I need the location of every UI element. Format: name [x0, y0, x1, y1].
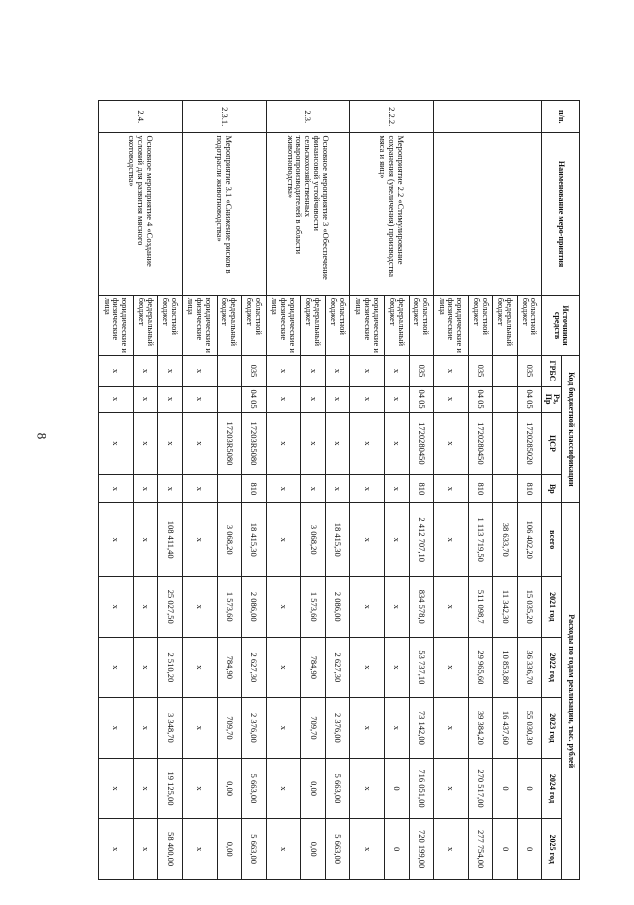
cell-y2022: x: [385, 637, 409, 698]
cell-y2023: 55 030,30: [517, 698, 541, 759]
cell-y2021: x: [434, 576, 469, 637]
cell-total: 106 402,20: [517, 503, 541, 577]
cell-rzpr: x: [158, 386, 182, 412]
cell-y2025: 0,00: [217, 819, 241, 880]
cell-total: x: [134, 503, 158, 577]
cell-grbs: 035: [242, 356, 266, 386]
cell-vr: x: [434, 475, 469, 503]
cell-grbs: [217, 356, 241, 386]
cell-y2021: 1 573,60: [217, 576, 241, 637]
cell-vr: x: [325, 475, 349, 503]
cell-y2024: x: [266, 758, 301, 819]
cell-y2021: 834 578,0: [409, 576, 433, 637]
cell-vr: x: [134, 475, 158, 503]
header-grbs: ГРБС: [542, 356, 562, 386]
cell-y2025: 0: [385, 819, 409, 880]
cell-grbs: x: [301, 356, 325, 386]
cell-rzpr: x: [266, 386, 301, 412]
cell-csr: x: [266, 412, 301, 475]
cell-y2022: 784,90: [301, 637, 325, 698]
table-row: [409, 101, 433, 880]
cell-y2023: 16 437,60: [493, 698, 517, 759]
table-row: [158, 101, 182, 880]
header-expenses: Расходы по годам реализации, тыс. рублей: [562, 503, 580, 880]
cell-csr: x: [99, 412, 134, 475]
cell-y2022: 36 336,70: [517, 637, 541, 698]
cell-vr: x: [385, 475, 409, 503]
cell-y2022: 2 627,30: [325, 637, 349, 698]
cell-vr: 810: [242, 475, 266, 503]
cell-y2024: x: [350, 758, 385, 819]
cell-y2022: x: [434, 637, 469, 698]
cell-rzpr: x: [350, 386, 385, 412]
header-2021: 2021 год: [542, 576, 562, 637]
cell-total: 18 415,30: [325, 503, 349, 577]
cell-total: x: [266, 503, 301, 577]
cell-total: 3 068,20: [217, 503, 241, 577]
cell-total: x: [434, 503, 469, 577]
cell-rzpr: x: [434, 386, 469, 412]
cell-y2022: x: [99, 637, 134, 698]
header-source: Источники средств: [542, 295, 580, 356]
cell-y2025: x: [434, 819, 469, 880]
funding-source: юридические и физические лица: [350, 295, 385, 356]
cell-y2023: x: [182, 698, 217, 759]
cell-y2025: 58 400,00: [158, 819, 182, 880]
cell-y2021: x: [350, 576, 385, 637]
cell-grbs: x: [99, 356, 134, 386]
cell-grbs: 035: [409, 356, 433, 386]
cell-y2021: x: [182, 576, 217, 637]
cell-vr: x: [301, 475, 325, 503]
header-2024: 2024 год: [542, 758, 562, 819]
cell-csr: x: [434, 412, 469, 475]
cell-y2025: x: [266, 819, 301, 880]
row-number: 2.2.2.: [350, 101, 434, 133]
cell-y2024: 0: [517, 758, 541, 819]
header-total: всего: [542, 503, 562, 577]
cell-y2023: x: [350, 698, 385, 759]
measure-name: Мероприятие 3.1 «Снижение рисков в подотрасли животноводства»: [182, 133, 266, 295]
header-num: п/п.: [542, 101, 580, 133]
cell-y2025: 0: [493, 819, 517, 880]
table-row: [242, 101, 266, 880]
cell-y2023: 2 376,00: [242, 698, 266, 759]
cell-total: 1 113 719,50: [468, 503, 492, 577]
table-row: [517, 101, 541, 880]
cell-rzpr: 04 05: [242, 386, 266, 412]
table-row: [325, 101, 349, 880]
cell-y2024: x: [99, 758, 134, 819]
header-2025: 2025 год: [542, 819, 562, 880]
cell-vr: 810: [409, 475, 433, 503]
cell-csr: [493, 412, 517, 475]
funding-source: областной бюджет: [325, 295, 349, 356]
cell-y2024: 270 517,00: [468, 758, 492, 819]
funding-source: юридические и физические лица: [434, 295, 469, 356]
measure-name: Мероприятие 2.2 «Стимулирование сохранения (увеличения) производства мяса и яиц»: [350, 133, 434, 295]
cell-y2025: 0,00: [301, 819, 325, 880]
cell-rzpr: x: [301, 386, 325, 412]
measure-name: Основное мероприятие 3 «Обеспечение финансовой устойчивости сельскохозяйственных товаропроизводителей в области животноводства»: [266, 133, 350, 295]
funding-source: юридические и физические лица: [266, 295, 301, 356]
cell-vr: [217, 475, 241, 503]
cell-y2024: 19 125,00: [158, 758, 182, 819]
cell-y2021: 1 573,60: [301, 576, 325, 637]
cell-rzpr: x: [325, 386, 349, 412]
cell-y2023: 73 142,00: [409, 698, 433, 759]
cell-y2022: x: [134, 637, 158, 698]
cell-total: x: [99, 503, 134, 577]
cell-grbs: [493, 356, 517, 386]
funding-source: областной бюджет: [242, 295, 266, 356]
cell-vr: 810: [468, 475, 492, 503]
cell-y2023: x: [434, 698, 469, 759]
funding-source: федеральный бюджет: [134, 295, 158, 356]
cell-y2024: 0: [493, 758, 517, 819]
page-number: 8: [34, 432, 50, 440]
row-number: 2.3.: [266, 101, 350, 133]
cell-y2025: x: [182, 819, 217, 880]
cell-y2022: 53 737,10: [409, 637, 433, 698]
cell-y2024: 0,00: [301, 758, 325, 819]
cell-grbs: x: [182, 356, 217, 386]
cell-csr: x: [301, 412, 325, 475]
cell-rzpr: x: [99, 386, 134, 412]
cell-csr: 1720280450: [409, 412, 433, 475]
funding-source: федеральный бюджет: [493, 295, 517, 356]
budget-table: [98, 100, 580, 880]
cell-y2022: x: [266, 637, 301, 698]
cell-y2021: x: [266, 576, 301, 637]
cell-csr: 1720285020: [517, 412, 541, 475]
cell-y2024: 5 663,00: [242, 758, 266, 819]
cell-total: x: [350, 503, 385, 577]
cell-y2025: x: [134, 819, 158, 880]
cell-y2022: 2 510,20: [158, 637, 182, 698]
cell-y2022: 784,90: [217, 637, 241, 698]
header-csr: ЦСР: [542, 412, 562, 475]
header-rzpr: Рз, Пр: [542, 386, 562, 412]
cell-y2021: 2 086,00: [242, 576, 266, 637]
funding-source: федеральный бюджет: [385, 295, 409, 356]
header-2023: 2023 год: [542, 698, 562, 759]
cell-total: 3 068,20: [301, 503, 325, 577]
cell-y2024: x: [182, 758, 217, 819]
measure-name: Основное мероприятие 4 «Создание условий для развития мясного скотоводства»: [99, 133, 183, 295]
cell-csr: x: [158, 412, 182, 475]
cell-y2021: x: [99, 576, 134, 637]
measure-name: [434, 133, 542, 295]
cell-y2025: x: [99, 819, 134, 880]
header-budget-code: Код бюджетной классификации: [562, 356, 580, 503]
cell-y2022: 2 627,30: [242, 637, 266, 698]
cell-y2025: 5 663,00: [325, 819, 349, 880]
cell-vr: x: [266, 475, 301, 503]
cell-csr: x: [350, 412, 385, 475]
cell-y2021: 25 027,50: [158, 576, 182, 637]
cell-vr: x: [182, 475, 217, 503]
cell-y2021: 15 035,20: [517, 576, 541, 637]
cell-y2022: 10 853,80: [493, 637, 517, 698]
cell-y2021: 11 342,30: [493, 576, 517, 637]
cell-grbs: x: [158, 356, 182, 386]
cell-y2023: x: [266, 698, 301, 759]
cell-total: 38 633,70: [493, 503, 517, 577]
cell-y2023: x: [99, 698, 134, 759]
cell-y2025: x: [350, 819, 385, 880]
funding-source: юридические и физические лица: [99, 295, 134, 356]
funding-source: областной бюджет: [517, 295, 541, 356]
cell-y2021: 2 086,00: [325, 576, 349, 637]
cell-grbs: x: [325, 356, 349, 386]
cell-total: x: [182, 503, 217, 577]
cell-csr: x: [385, 412, 409, 475]
cell-y2025: 277 754,00: [468, 819, 492, 880]
cell-csr: 1720280450: [468, 412, 492, 475]
cell-grbs: x: [134, 356, 158, 386]
cell-rzpr: x: [182, 386, 217, 412]
cell-y2021: 511 098,7: [468, 576, 492, 637]
cell-grbs: x: [434, 356, 469, 386]
cell-y2024: 0: [385, 758, 409, 819]
cell-y2023: 39 384,20: [468, 698, 492, 759]
cell-y2024: 5 663,00: [325, 758, 349, 819]
cell-y2023: 3 348,70: [158, 698, 182, 759]
cell-y2023: x: [385, 698, 409, 759]
funding-source: областной бюджет: [409, 295, 433, 356]
row-number: 2.3.1.: [182, 101, 266, 133]
cell-vr: x: [158, 475, 182, 503]
cell-vr: x: [99, 475, 134, 503]
cell-csr: 17203R5080: [217, 412, 241, 475]
cell-rzpr: [493, 386, 517, 412]
cell-total: 2 412 707,10: [409, 503, 433, 577]
cell-csr: x: [325, 412, 349, 475]
cell-total: x: [385, 503, 409, 577]
header-2022: 2022 год: [542, 637, 562, 698]
cell-total: 18 415,30: [242, 503, 266, 577]
cell-vr: [493, 475, 517, 503]
cell-y2023: x: [134, 698, 158, 759]
cell-y2021: x: [385, 576, 409, 637]
table-body: [99, 101, 542, 880]
cell-grbs: x: [385, 356, 409, 386]
cell-y2022: 29 965,60: [468, 637, 492, 698]
cell-y2021: x: [134, 576, 158, 637]
cell-vr: x: [350, 475, 385, 503]
cell-y2022: x: [182, 637, 217, 698]
row-number: 2.4.: [99, 101, 183, 133]
cell-rzpr: 04 05: [468, 386, 492, 412]
row-number: [434, 101, 542, 133]
cell-y2025: 0: [517, 819, 541, 880]
cell-rzpr: 04 05: [409, 386, 433, 412]
funding-source: юридические и физические лица: [182, 295, 217, 356]
cell-y2023: 709,70: [217, 698, 241, 759]
cell-csr: x: [182, 412, 217, 475]
cell-y2023: 709,70: [301, 698, 325, 759]
funding-source: федеральный бюджет: [301, 295, 325, 356]
rotated-table-wrapper: [98, 100, 580, 880]
cell-y2024: 0,00: [217, 758, 241, 819]
cell-csr: 17203R5080: [242, 412, 266, 475]
cell-y2023: 2 376,00: [325, 698, 349, 759]
cell-total: 108 411,40: [158, 503, 182, 577]
cell-vr: 810: [517, 475, 541, 503]
cell-y2025: 720 199,00: [409, 819, 433, 880]
cell-y2025: 5 663,00: [242, 819, 266, 880]
cell-csr: x: [134, 412, 158, 475]
cell-y2022: x: [350, 637, 385, 698]
cell-grbs: x: [350, 356, 385, 386]
cell-rzpr: x: [134, 386, 158, 412]
cell-grbs: 035: [468, 356, 492, 386]
cell-grbs: 035: [517, 356, 541, 386]
cell-grbs: x: [266, 356, 301, 386]
cell-y2024: x: [134, 758, 158, 819]
funding-source: областной бюджет: [468, 295, 492, 356]
cell-y2024: 716 051,00: [409, 758, 433, 819]
cell-rzpr: [217, 386, 241, 412]
cell-rzpr: 04 05: [517, 386, 541, 412]
funding-source: федеральный бюджет: [217, 295, 241, 356]
cell-rzpr: x: [385, 386, 409, 412]
funding-source: областной бюджет: [158, 295, 182, 356]
cell-y2024: x: [434, 758, 469, 819]
header-vr: Вр: [542, 475, 562, 503]
header-name: Наименование меро-приятия: [542, 133, 580, 295]
